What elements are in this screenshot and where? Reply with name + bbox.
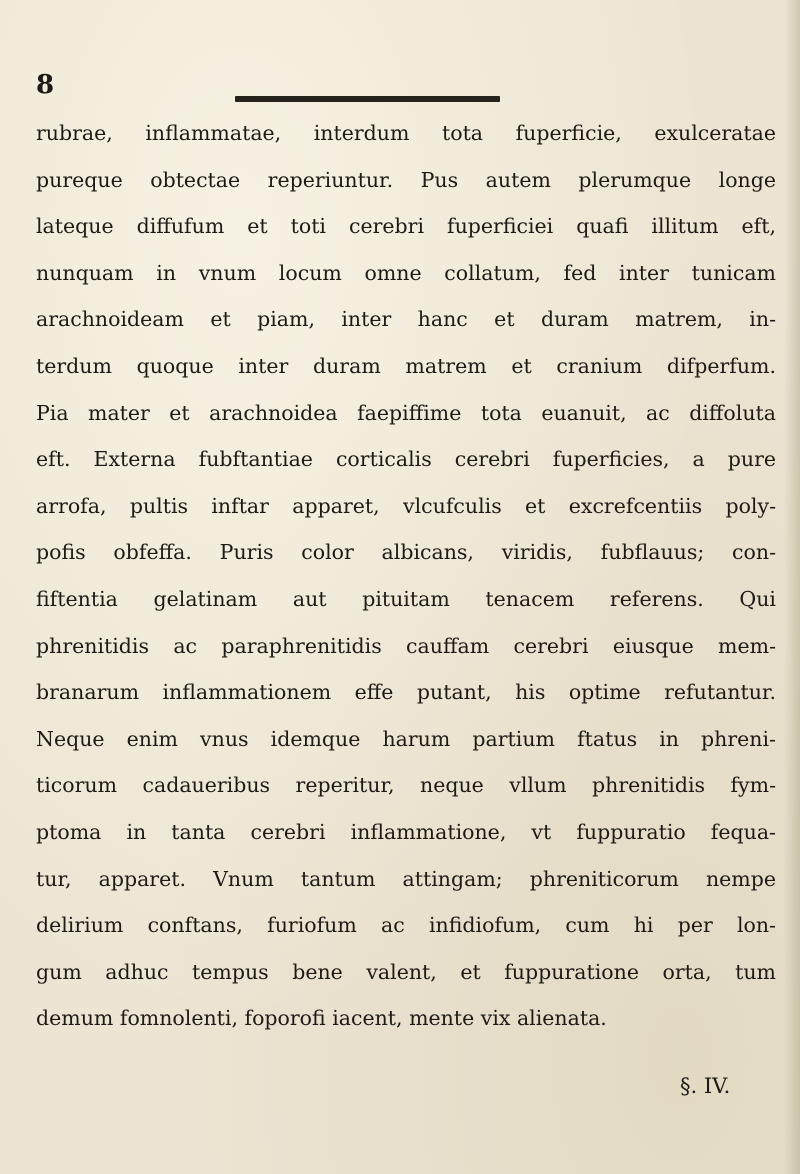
- text-line: arrofa, pultis inftar apparet, vlcufculis et excrefcentiis poly-: [36, 493, 776, 518]
- text-line: branarum inflammationem effe putant, his optime refutantur.: [36, 680, 776, 705]
- body-text: [36, 110, 776, 1042]
- text-line: Neque enim vnus idemque harum partium ftatus in phreni-: [36, 726, 776, 751]
- text-line: pofis obfeffa. Puris color albicans, viridis, fubflauus; con-: [36, 540, 776, 565]
- text-line: gum adhuc tempus bene valent, et fuppuratione orta, tum: [36, 959, 776, 984]
- page-number: 8: [36, 70, 55, 100]
- text-line: fiftentia gelatinam aut pituitam tenacem referens. Qui: [36, 586, 776, 611]
- text-line: delirium conftans, furiofum ac infidiofum, cum hi per lon-: [36, 913, 776, 938]
- text-line: terdum quoque inter duram matrem et cranium difperfum.: [36, 353, 776, 378]
- header-ornament-rule: [235, 96, 500, 102]
- text-line: demum fomnolenti, foporofi iacent, mente vix alienata.: [36, 1006, 607, 1031]
- text-line: rubrae, inflammatae, interdum tota fuperficie, exulceratae: [36, 121, 776, 145]
- text-line: nunquam in vnum locum omne collatum, fed inter tunicam: [36, 260, 776, 285]
- text-line: ticorum cadaueribus reperitur, neque vllum phrenitidis fym-: [36, 773, 776, 798]
- page-edge-shadow: [784, 0, 800, 1174]
- text-line: Pia mater et arachnoidea faepiffime tota euanuit, ac diffoluta: [36, 400, 776, 425]
- text-line: arachnoideam et piam, inter hanc et duram matrem, in-: [36, 307, 776, 332]
- text-line: ptoma in tanta cerebri inflammatione, vt fuppuratio fequa-: [36, 819, 776, 844]
- text-line: pureque obtectae reperiuntur. Pus autem plerumque longe: [36, 167, 776, 192]
- text-line: tur, apparet. Vnum tantum attingam; phreniticorum nempe: [36, 866, 776, 891]
- text-line: phrenitidis ac paraphrenitidis cauffam cerebri eiusque mem-: [36, 633, 776, 658]
- text-line: lateque diffufum et toti cerebri fuperficiei quafi illitum eft,: [36, 214, 776, 239]
- section-marker: §. IV.: [680, 1074, 731, 1098]
- text-line: eft. Externa fubftantiae corticalis cerebri fuperficies, a pure: [36, 447, 776, 472]
